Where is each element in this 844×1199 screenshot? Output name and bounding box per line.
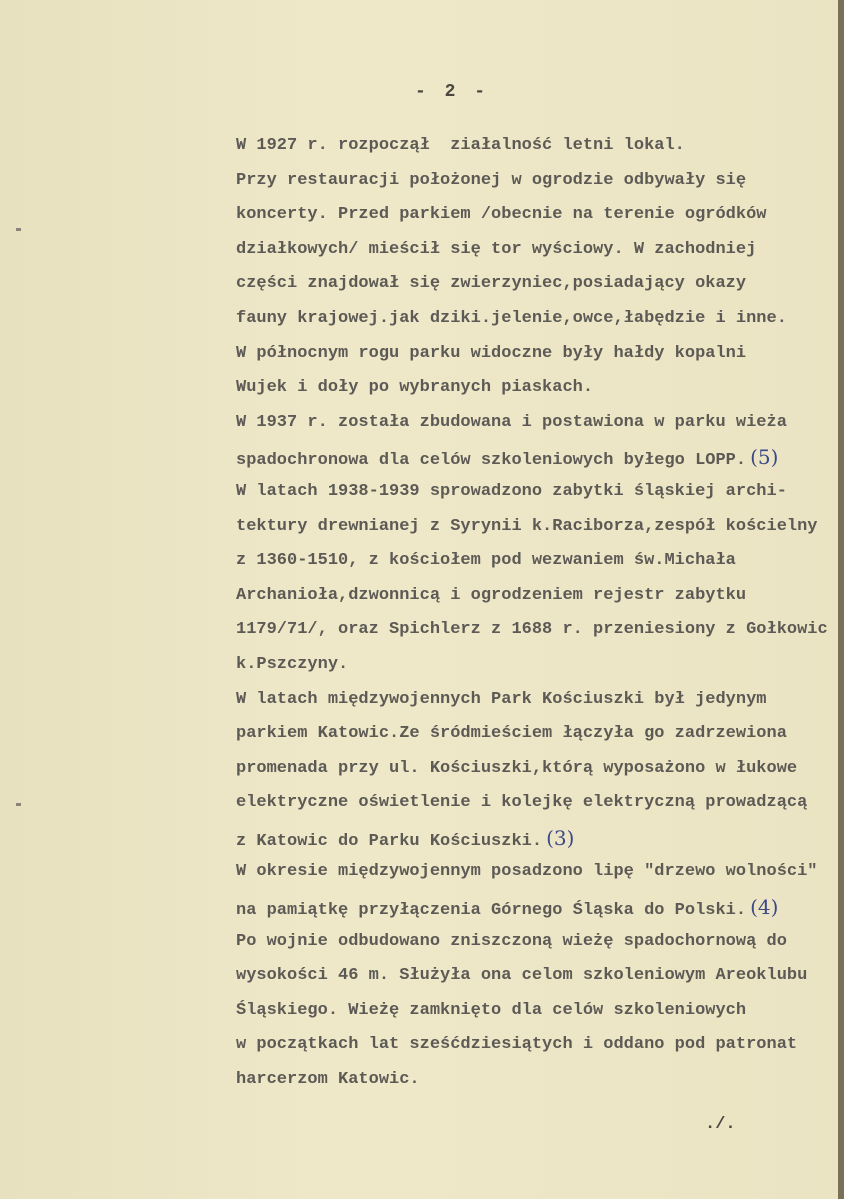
line-text: w początkach lat sześćdziesiątych i oddano pod patronat: [236, 1035, 798, 1055]
text-line: [236, 963, 828, 998]
line-text: W okresie międzywojennym posadzono lipę "drzewo wolności": [236, 862, 818, 882]
line-text: koncerty. Przed parkiem /obecnie na terenie ogródków: [236, 205, 767, 225]
text-line: [236, 721, 828, 756]
line-text: promenada przy ul. Kościuszki,którą wyposażono w łukowe: [236, 758, 798, 778]
text-line: [236, 514, 828, 549]
line-text: spadochronowa dla celów szkoleniowych byłego LOPP.: [236, 451, 747, 471]
text-line: [236, 825, 828, 860]
text-line: [236, 271, 828, 306]
line-text: z Katowic do Parku Kościuszki.: [236, 831, 543, 851]
text-line: [236, 479, 828, 514]
text-line: [236, 652, 828, 687]
line-text: działkowych/ mieścił się tor wyściowy. W zachodniej: [236, 239, 757, 259]
text-line: [236, 548, 828, 583]
line-text: z 1360-1510, z kościołem pod wezwaniem św.Michała: [236, 551, 736, 571]
body-text: [236, 133, 828, 1102]
line-text: W północnym rogu parku widoczne były hałdy kopalni: [236, 343, 747, 363]
line-text: fauny krajowej.jak dziki.jelenie,owce,łabędzie i inne.: [236, 308, 787, 328]
text-line: [236, 1032, 828, 1067]
text-line: [236, 306, 828, 341]
text-line: [236, 1067, 828, 1102]
text-line: [236, 375, 828, 410]
text-line: [236, 202, 828, 237]
handwritten-footnote-annotation: (3): [546, 825, 575, 850]
text-line: [236, 410, 828, 445]
line-text: Wujek i doły po wybranych piaskach.: [236, 378, 594, 398]
handwritten-footnote-annotation: (5): [750, 445, 779, 470]
text-line: [236, 894, 828, 929]
text-line: [236, 583, 828, 618]
line-text: tektury drewnianej z Syrynii k.Raciborza,zespół kościelny: [236, 516, 818, 536]
line-text: na pamiątkę przyłączenia Górnego Śląska do Polski.: [236, 901, 747, 921]
line-text: Po wojnie odbudowano zniszczoną wieżę spadochornową do: [236, 931, 787, 951]
text-line: [236, 756, 828, 791]
page-edge: [838, 0, 844, 1199]
line-text: W latach 1938-1939 sprowadzono zabytki śląskiej archi-: [236, 481, 787, 501]
line-text: wysokości 46 m. Służyła ona celom szkoleniowym Areoklubu: [236, 966, 808, 986]
text-line: [236, 617, 828, 652]
punch-mark: [16, 228, 21, 231]
text-line: [236, 168, 828, 203]
line-text: Przy restauracji położonej w ogrodzie odbywały się: [236, 170, 747, 190]
line-text: Archanioła,dzwonnicą i ogrodzeniem rejestr zabytku: [236, 585, 747, 605]
text-line: [236, 133, 828, 168]
line-text: k.Pszczyny.: [236, 654, 349, 674]
line-text: W 1927 r. rozpoczął ziałalność letni lokal.: [236, 136, 685, 155]
text-line: [236, 341, 828, 376]
text-line: [236, 237, 828, 272]
line-text: 1179/71/, oraz Spichlerz z 1688 r. przeniesiony z Gołkowic: [236, 620, 828, 640]
line-text: harcerzom Katowic.: [236, 1070, 420, 1090]
continuation-mark: ./.: [705, 1115, 736, 1134]
line-text: W latach międzywojennych Park Kościuszki był jedynym: [236, 689, 767, 709]
text-line: [236, 859, 828, 894]
line-text: elektryczne oświetlenie i kolejkę elektryczną prowadzącą: [236, 793, 808, 813]
punch-mark: [16, 803, 21, 806]
line-text: części znajdował się zwierzyniec,posiadający okazy: [236, 274, 747, 294]
line-text: parkiem Katowic.Ze śródmieściem łączyła go zadrzewiona: [236, 724, 787, 744]
text-line: [236, 687, 828, 722]
text-line: [236, 444, 828, 479]
text-line: [236, 790, 828, 825]
line-text: W 1937 r. została zbudowana i postawiona w parku wieża: [236, 412, 787, 432]
page-number: - 2 -: [415, 82, 490, 102]
text-line: [236, 998, 828, 1033]
text-line: [236, 929, 828, 964]
handwritten-footnote-annotation: (4): [750, 895, 779, 920]
line-text: Śląskiego. Wieżę zamknięto dla celów szkoleniowych: [236, 1000, 747, 1020]
